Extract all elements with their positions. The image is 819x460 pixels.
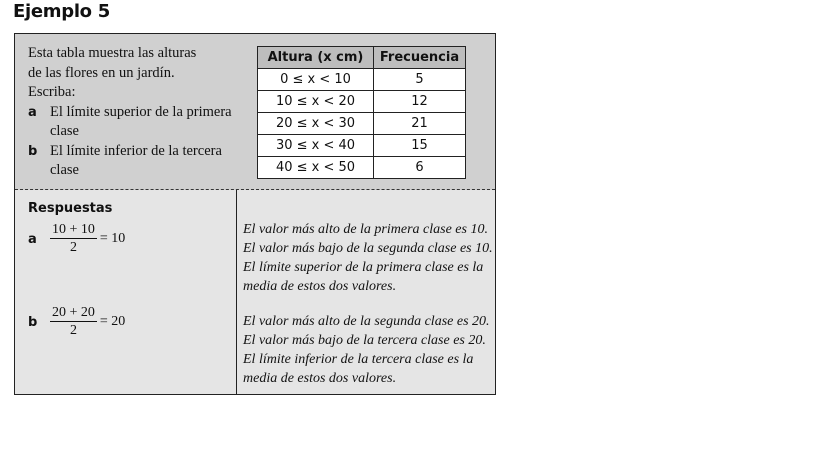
table-row [258, 113, 466, 135]
answer-a-explanation: El valor más alto de la primera clase es 10. El valor más bajo de la segunda clase es 10. El límite superior de la primera clase es la media de estos dos valores. [243, 222, 493, 294]
answer-label: a [28, 231, 37, 247]
denominator: 2 [69, 323, 77, 338]
answer-label: b [28, 314, 38, 330]
table-header-row [258, 47, 466, 69]
result: = 10 [99, 231, 126, 246]
class-cell: 20 ≤ x < 30 [258, 113, 374, 135]
item-text: El límite inferior de la tercera clase [50, 142, 222, 178]
intro-line: Escriba: [28, 84, 76, 100]
answer-b-equation [28, 305, 125, 339]
answers-heading: Respuestas [28, 201, 113, 216]
question-panel [15, 34, 495, 190]
item-label: a [28, 104, 37, 120]
example-title: Ejemplo 5 [13, 1, 110, 22]
table-row [258, 91, 466, 113]
fraction [50, 222, 97, 256]
column-divider [236, 190, 237, 394]
class-cell: 10 ≤ x < 20 [258, 91, 374, 113]
frequency-table [257, 46, 466, 179]
table-row [258, 69, 466, 91]
numerator: 10 + 10 [52, 222, 95, 237]
frequency-cell: 5 [374, 69, 466, 91]
frequency-cell: 6 [374, 157, 466, 179]
answer-a-equation [28, 222, 125, 256]
question-item-a [28, 103, 248, 142]
numerator: 20 + 20 [52, 305, 95, 320]
frequency-cell: 12 [374, 91, 466, 113]
intro-line: de las flores en un jardín. [28, 64, 175, 81]
item-text: El límite superior de la primera clase [50, 103, 232, 139]
answer-b-explanation: El valor más alto de la segunda clase es 20. El valor más bajo de la tercera clase es 20. El límite inferior de la tercera clase es la media de estos dos valores. [243, 314, 490, 386]
answers-panel [15, 190, 495, 394]
item-label: b [28, 143, 38, 159]
frequency-cell: 15 [374, 135, 466, 157]
question-item-b [28, 142, 248, 181]
class-cell: 40 ≤ x < 50 [258, 157, 374, 179]
frequency-cell: 21 [374, 113, 466, 135]
table-row [258, 157, 466, 179]
intro-line: Esta tabla muestra las alturas [28, 45, 197, 61]
header-frequency: Frecuencia [374, 47, 466, 69]
result: = 20 [99, 314, 126, 329]
example-box [14, 33, 496, 395]
fraction [50, 305, 97, 339]
class-cell: 30 ≤ x < 40 [258, 135, 374, 157]
header-height: Altura (x cm) [258, 47, 374, 69]
class-cell: 0 ≤ x < 10 [258, 69, 374, 91]
denominator: 2 [69, 240, 77, 255]
table-row [258, 135, 466, 157]
question-text [28, 44, 248, 181]
